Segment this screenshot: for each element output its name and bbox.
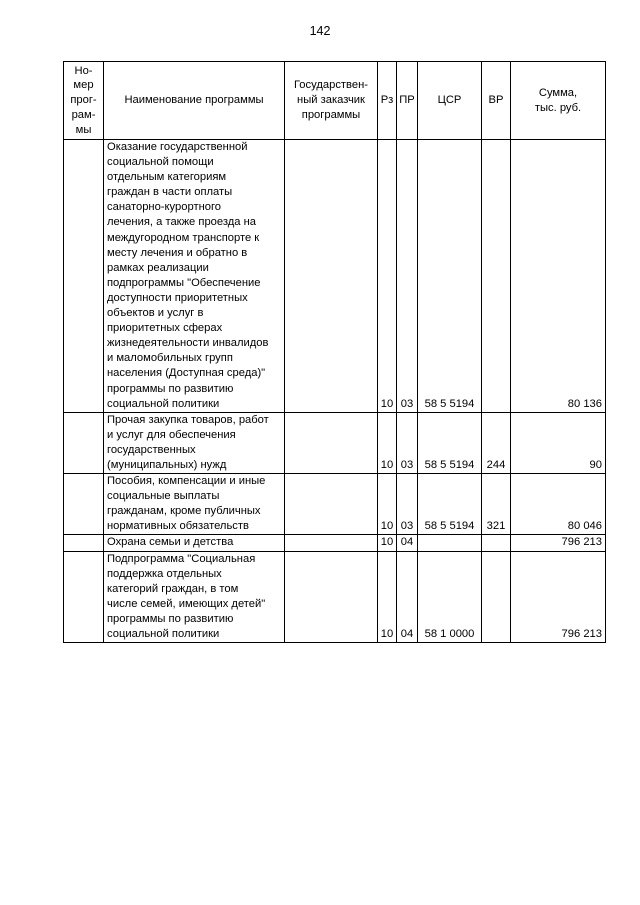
table-row [64, 535, 606, 551]
header-program-number: Но- мер прог- рам- мы [64, 62, 104, 140]
cell-vr [482, 535, 511, 551]
table-row [64, 412, 606, 473]
header-amount: Сумма, тыс. руб. [511, 62, 606, 140]
cell-customer [285, 140, 378, 413]
cell-rz: 10 [378, 140, 397, 413]
cell-program-name: Охрана семьи и детства [104, 535, 285, 551]
cell-amount: 80 136 [511, 140, 606, 413]
cell-customer [285, 474, 378, 535]
cell-pr: 03 [397, 474, 418, 535]
header-vr: ВР [482, 62, 511, 140]
cell-program-number [64, 474, 104, 535]
cell-csr: 58 5 5194 [418, 474, 482, 535]
cell-program-name: Пособия, компенсации и иные социальные выплаты гражданам, кроме публичных нормативных обязательств [104, 474, 285, 535]
cell-csr: 58 5 5194 [418, 412, 482, 473]
cell-rz: 10 [378, 412, 397, 473]
header-row [64, 62, 606, 140]
cell-customer [285, 535, 378, 551]
cell-program-number [64, 140, 104, 413]
cell-amount: 90 [511, 412, 606, 473]
cell-pr: 03 [397, 412, 418, 473]
cell-amount: 796 213 [511, 535, 606, 551]
header-customer: Государствен- ный заказчик программы [285, 62, 378, 140]
cell-amount: 796 213 [511, 551, 606, 643]
cell-customer [285, 551, 378, 643]
cell-program-number [64, 551, 104, 643]
table-row [64, 551, 606, 643]
cell-vr [482, 140, 511, 413]
header-pr: ПР [397, 62, 418, 140]
header-program-name: Наименование программы [104, 62, 285, 140]
page-number: 142 [309, 24, 331, 38]
cell-program-number [64, 412, 104, 473]
cell-amount: 80 046 [511, 474, 606, 535]
cell-rz: 10 [378, 535, 397, 551]
cell-program-name: Оказание государственной социальной помощи отдельным категориям граждан в части оплаты санаторно-курортного лечения, а также проезда на междугородном транспорте к месту лечения и обратно в рамках реализации подпрограммы "Обеспечение доступности приоритетных объектов и услуг в приоритетных сферах жизнедеятельности инвалидов и маломобильных групп населения (Доступная среда)" программы по развитию социальной политики [104, 140, 285, 413]
cell-program-name: Подпрограмма "Социальная поддержка отдельных категорий граждан, в том числе семей, имеющих детей" программы по развитию социальной политики [104, 551, 285, 643]
cell-pr: 03 [397, 140, 418, 413]
cell-csr [418, 535, 482, 551]
cell-rz: 10 [378, 474, 397, 535]
cell-vr [482, 551, 511, 643]
cell-vr: 321 [482, 474, 511, 535]
cell-customer [285, 412, 378, 473]
cell-pr: 04 [397, 535, 418, 551]
table-row [64, 474, 606, 535]
budget-table [63, 61, 606, 643]
cell-csr: 58 5 5194 [418, 140, 482, 413]
cell-program-name: Прочая закупка товаров, работ и услуг для обеспечения государственных (муниципальных) нужд [104, 412, 285, 473]
cell-csr: 58 1 0000 [418, 551, 482, 643]
cell-rz: 10 [378, 551, 397, 643]
cell-pr: 04 [397, 551, 418, 643]
cell-program-number [64, 535, 104, 551]
header-rz: Рз [378, 62, 397, 140]
cell-vr: 244 [482, 412, 511, 473]
table-row [64, 140, 606, 413]
header-csr: ЦСР [418, 62, 482, 140]
